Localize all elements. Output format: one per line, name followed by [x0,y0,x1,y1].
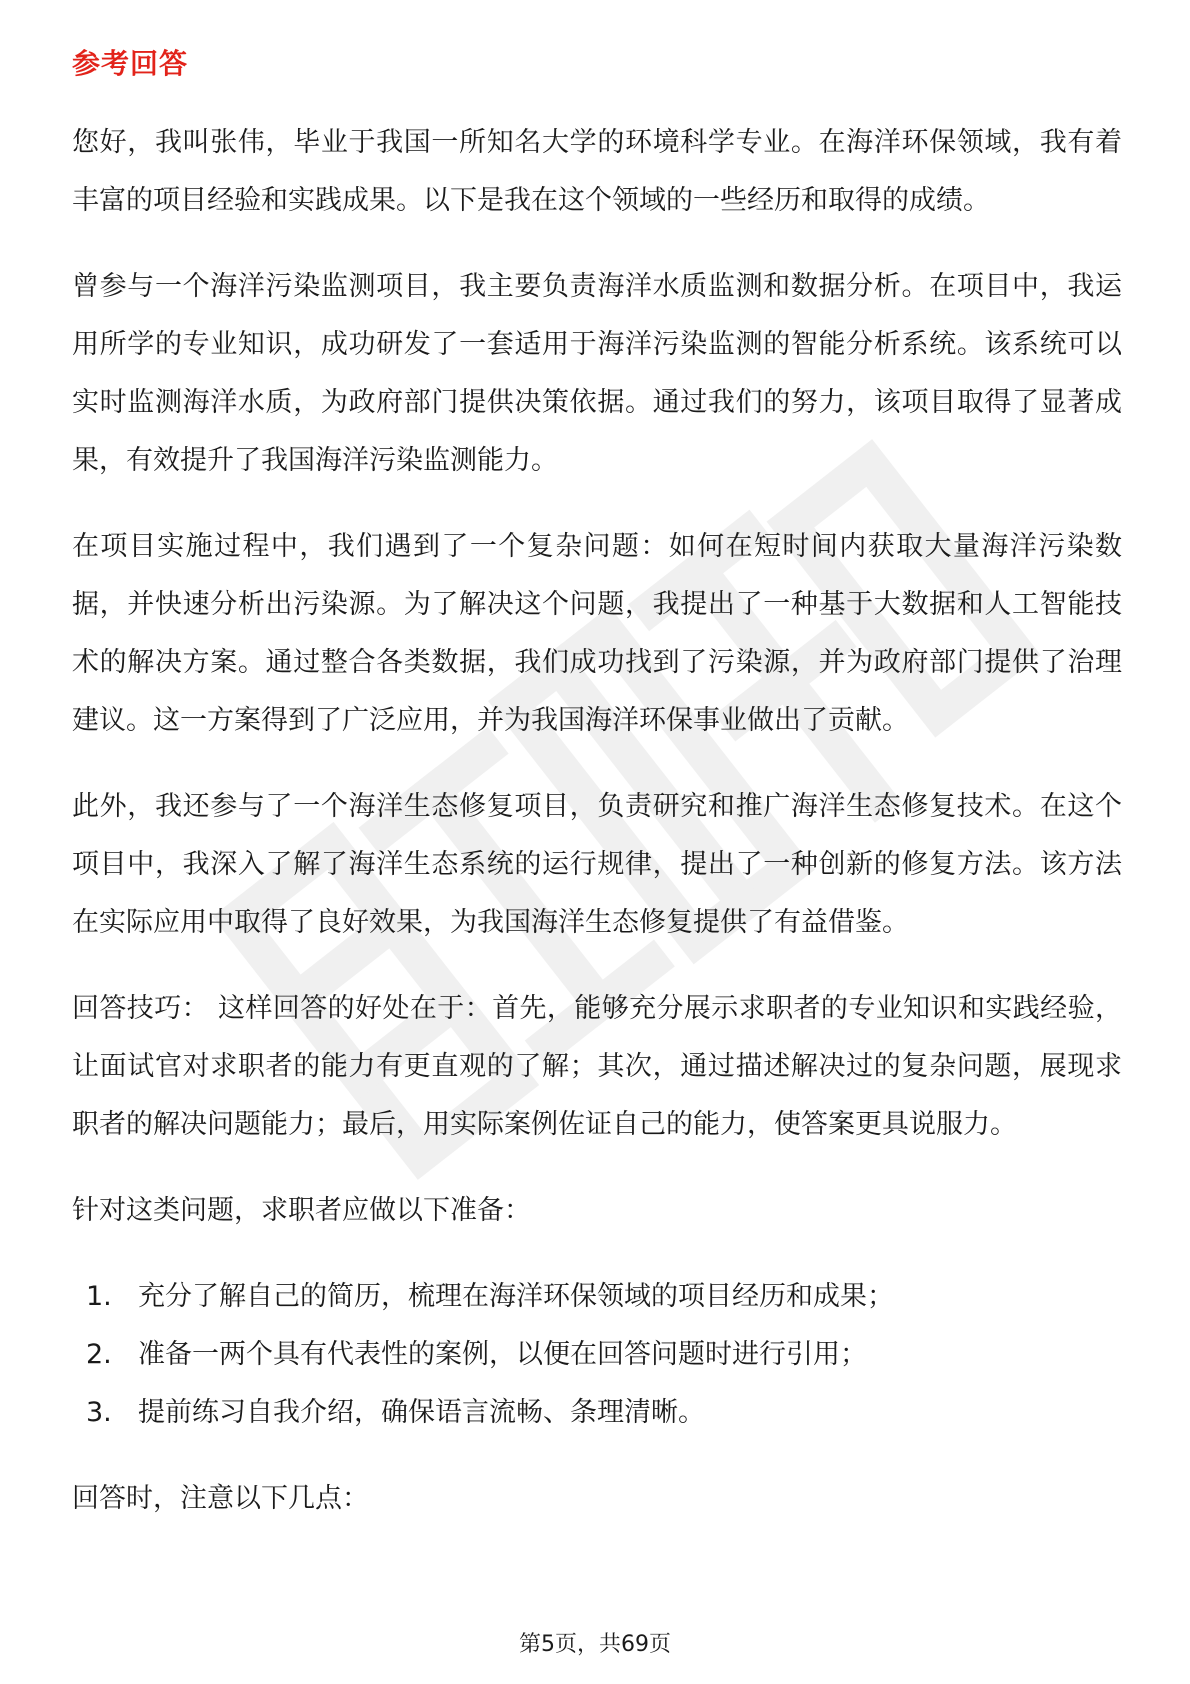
page-number-footer: 第5页，共69页 [519,1632,671,1657]
list-item [72,1384,1122,1442]
paragraph-intro: 您好，我叫张伟，毕业于我国一所知名大学的环境科学专业。在海洋环保领域，我有着丰富的项目经验和实践成果。以下是我在这个领域的一些经历和取得的成绩。 [72,127,1122,216]
paragraph-answer-tips: 回答技巧： 这样回答的好处在于：首先，能够充分展示求职者的专业知识和实践经验，让面试官对求职者的能力有更直观的了解；其次，通过描述解决过的复杂问题，展现求职者的解决问题能力；最后，用实际案例佐证自己的能力，使答案更具说服力。 [72,993,1122,1140]
paragraph-monitoring-project: 曾参与一个海洋污染监测项目，我主要负责海洋水质监测和数据分析。在项目中，我运用所学的专业知识，成功研发了一套适用于海洋污染监测的智能分析系统。该系统可以实时监测海洋水质，为政府部门提供决策依据。通过我们的努力，该项目取得了显著成果，有效提升了我国海洋污染监测能力。 [72,271,1122,476]
list-item-number: 3. [86,1397,112,1428]
paragraph-notes-intro: 回答时，注意以下几点： [72,1483,369,1514]
list-item [72,1326,1122,1384]
preparation-list [72,1268,1122,1442]
list-item-number: 2. [86,1339,112,1370]
document-content [72,44,1122,1556]
paragraph-ecology-project: 此外，我还参与了一个海洋生态修复项目，负责研究和推广海洋生态修复技术。在这个项目中，我深入了解了海洋生态系统的运行规律，提出了一种创新的修复方法。该方法在实际应用中取得了良好效果，为我国海洋生态修复提供了有益借鉴。 [72,791,1122,938]
list-item-text: 提前练习自我介绍，确保语言流畅、条理清晰。 [138,1397,705,1428]
list-item-text: 准备一两个具有代表性的案例，以便在回答问题时进行引用； [138,1339,867,1370]
list-item-number: 1. [86,1281,112,1312]
list-item-text: 充分了解自己的简历，梳理在海洋环保领域的项目经历和成果； [138,1281,894,1312]
list-item [72,1268,1122,1326]
paragraph-complex-problem: 在项目实施过程中，我们遇到了一个复杂问题：如何在短时间内获取大量海洋污染数据，并快速分析出污染源。为了解决这个问题，我提出了一种基于大数据和人工智能技术的解决方案。通过整合各类数据，我们成功找到了污染源，并为政府部门提供了治理建议。这一方案得到了广泛应用，并为我国海洋环保事业做出了贡献。 [72,531,1122,736]
section-heading: 参考回答 [72,47,189,80]
paragraph-preparation-intro: 针对这类问题，求职者应做以下准备： [72,1195,531,1226]
